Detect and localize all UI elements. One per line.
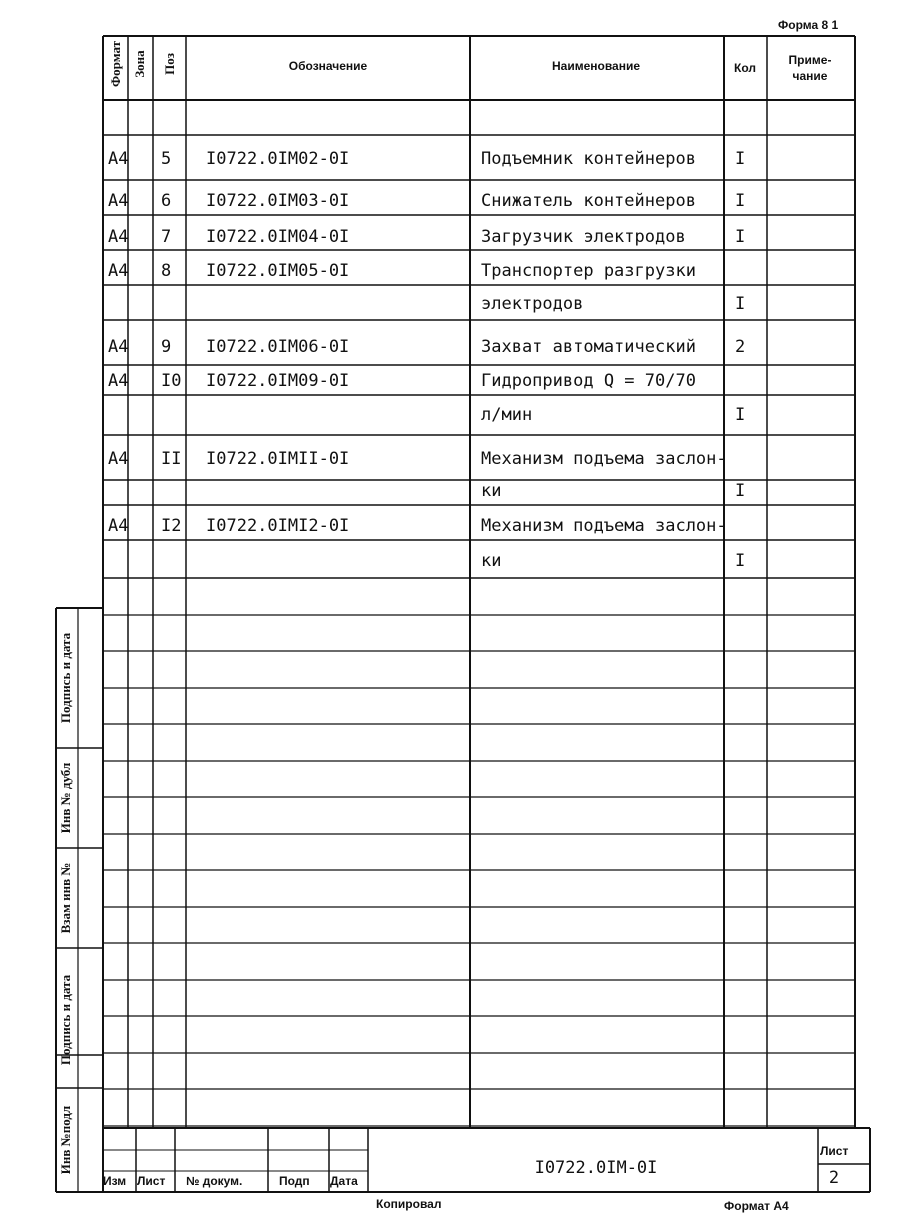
row-quantity: 2 — [735, 337, 746, 357]
row-designation: I0722.0IM09-0I — [206, 371, 350, 391]
row-format: A4 — [108, 227, 129, 247]
row-designation: I0722.0IM03-0I — [206, 191, 350, 211]
row-name: электродов — [481, 294, 584, 314]
header-format: Формат — [108, 40, 123, 88]
row-designation: I0722.0IM05-0I — [206, 261, 350, 281]
title-data: Дата — [330, 1174, 358, 1188]
row-designation: I0722.0IM06-0I — [206, 337, 350, 357]
row-position: I2 — [161, 516, 182, 536]
row-quantity: I — [735, 405, 746, 425]
row-position: 9 — [161, 337, 172, 357]
title-sheet-number: 2 — [828, 1168, 840, 1188]
row-name: Загрузчик электродов — [481, 227, 686, 247]
row-name: Захват автоматический — [481, 337, 696, 357]
footer-copied: Копировал — [376, 1197, 442, 1211]
row-format: A4 — [108, 516, 129, 536]
row-name: ки — [481, 481, 502, 501]
header-designation: Обозначение — [288, 59, 368, 73]
footer-format: Формат A4 — [724, 1199, 789, 1213]
row-name: Механизм подъема заслон- — [481, 449, 727, 469]
row-position: 5 — [161, 149, 172, 169]
row-quantity: I — [735, 191, 746, 211]
title-podp: Подп — [279, 1174, 310, 1188]
row-quantity: I — [735, 149, 746, 169]
title-doc-no: № докум. — [186, 1174, 243, 1188]
row-name: Гидропривод Q = 70/70 — [481, 371, 696, 391]
row-designation: I0722.0IM02-0I — [206, 149, 350, 169]
row-designation: I0722.0IMII-0I — [206, 449, 350, 469]
title-izm: Изм — [103, 1174, 127, 1188]
side-label-replace-inv: Взам инв № — [58, 862, 73, 934]
header-name: Наименование — [551, 59, 641, 73]
header-zone: Зона — [132, 50, 147, 78]
row-name: Подъемник контейнеров — [481, 149, 696, 169]
side-label-signature-2: Подпись и дата — [58, 974, 73, 1066]
row-position: 7 — [161, 227, 172, 247]
side-label-signature-1: Подпись и дата — [58, 632, 73, 724]
row-name: Механизм подъема заслон- — [481, 516, 727, 536]
title-sheet-label: Лист — [820, 1144, 849, 1158]
row-format: A4 — [108, 261, 129, 281]
row-position: II — [161, 449, 182, 469]
header-note-line2: чание — [792, 69, 828, 83]
row-format: A4 — [108, 337, 129, 357]
row-name: Снижатель контейнеров — [481, 191, 696, 211]
header-note-line1: Приме- — [788, 53, 832, 67]
row-name: Транспортер разгрузки — [481, 261, 696, 281]
header-qty: Кол — [734, 61, 756, 75]
row-designation: I0722.0IM04-0I — [206, 227, 350, 247]
side-label-dup-inv: Инв № дубл — [58, 762, 73, 834]
row-position: 8 — [161, 261, 172, 281]
row-quantity: I — [735, 551, 746, 571]
row-quantity: I — [735, 294, 746, 314]
row-format: A4 — [108, 149, 129, 169]
header-pos: Поз — [162, 53, 177, 75]
row-format: A4 — [108, 449, 129, 469]
row-format: A4 — [108, 191, 129, 211]
title-designation: I0722.0IM-0I — [534, 1158, 658, 1178]
row-name: ки — [481, 551, 502, 571]
row-name: л/мин — [481, 405, 533, 425]
title-list: Лист — [137, 1174, 166, 1188]
row-quantity: I — [735, 481, 746, 501]
row-position: 6 — [161, 191, 172, 211]
row-quantity: I — [735, 227, 746, 247]
side-label-orig-inv: Инв №подл — [58, 1105, 73, 1175]
form-label: Форма 8 1 — [778, 18, 839, 32]
row-designation: I0722.0IMI2-0I — [206, 516, 350, 536]
row-position: I0 — [161, 371, 182, 391]
row-format: A4 — [108, 371, 129, 391]
